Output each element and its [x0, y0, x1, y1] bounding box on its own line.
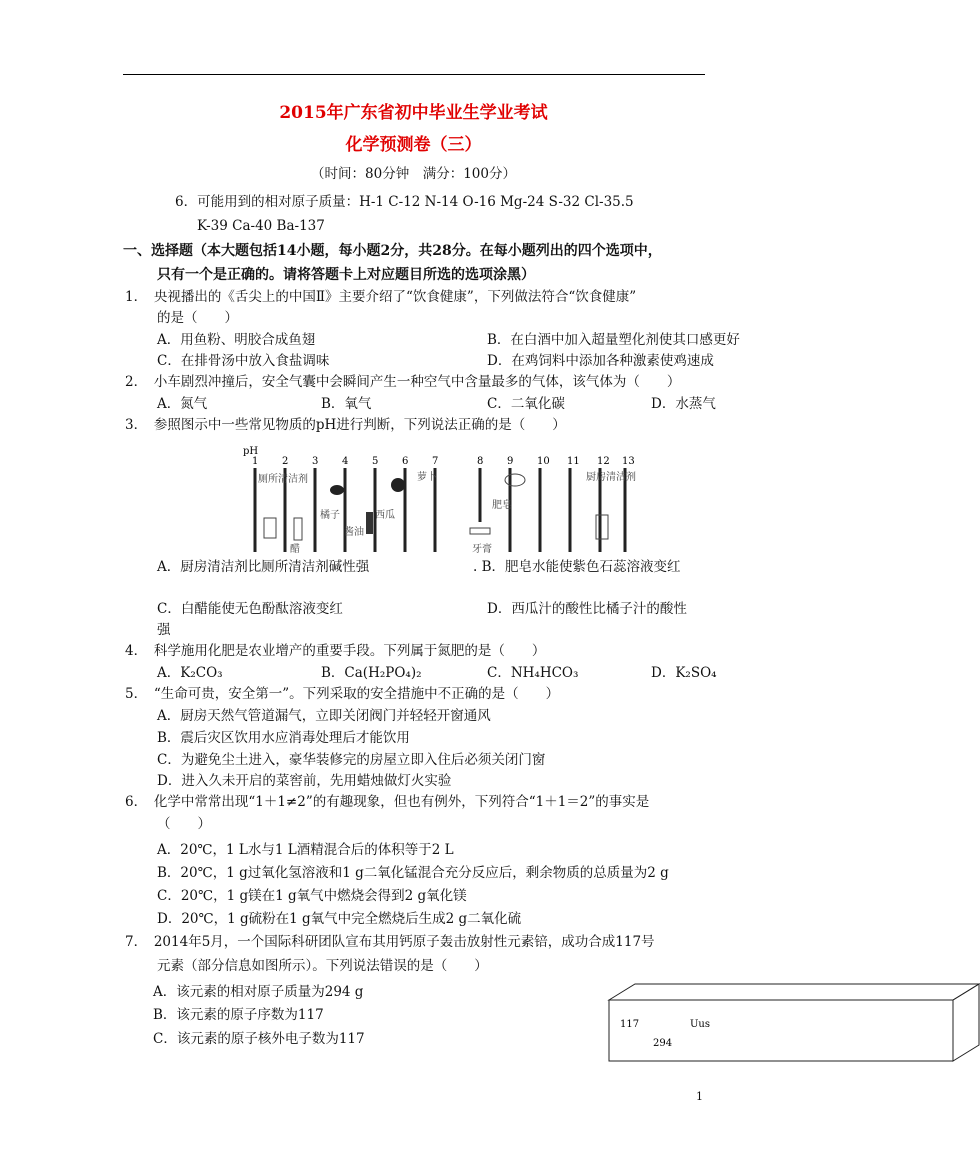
ph-tick-label: 1: [252, 456, 259, 467]
q5-option-a: A．厨房天然气管道漏气，立即关闭阀门并轻轻开窗通风: [157, 708, 491, 724]
section-heading: 一、选择题（本大题包括14小题，每小题2分，共28分。在每小题列出的四个选项中，: [123, 243, 662, 259]
q1-option-b: B．在白酒中加入超量塑化剂使其口感更好: [487, 332, 740, 348]
q6-option-d: D．20℃，1 g硫粉在1 g氧气中完全燃烧后生成2 g二氧化硫: [157, 911, 522, 927]
q7-stem-cont: 元素（部分信息如图所示）。下列说法错误的是（ ）: [157, 958, 488, 974]
toothpaste-icon: [470, 528, 490, 534]
ph-tick-label: 10: [537, 456, 550, 467]
q5-stem: 5． “生命可贵，安全第一”。下列采取的安全措施中不正确的是（ ）: [125, 686, 560, 702]
ph-tick-label: 6: [402, 456, 409, 467]
q7-option-b: B．该元素的原子序数为117: [153, 1007, 324, 1023]
q3-stem: 3． 参照图示中一些常见物质的pH进行判断，下列说法正确的是（ ）: [125, 417, 566, 433]
ph-tick-label: 7: [432, 456, 439, 467]
ph-tick-label: 13: [622, 456, 635, 467]
element-number: 117: [620, 1019, 640, 1030]
ph-tick-label: 9: [507, 456, 514, 467]
q3-option-c: C．白醋能使无色酚酞溶液变红: [157, 601, 343, 617]
soap-icon: [505, 474, 525, 486]
label-soy-sauce: 酱油: [344, 527, 364, 538]
exam-subtitle: 化学预测卷（三）: [345, 135, 482, 155]
vinegar-bottle-icon: [294, 518, 302, 540]
q6-stem: 6． 化学中常常出现“1＋1≠2”的有趣现象，但也有例外，下列符合“1＋1＝2”的事实是: [125, 794, 650, 810]
q1-option-c: C．在排骨汤中放入食盐调味: [157, 353, 330, 369]
bottle-icon: [264, 518, 276, 538]
q5-option-c: C．为避免尘土进入，豪华装修完的房屋立即入住后必须关闭门窗: [157, 752, 546, 768]
q4-option-c: C．NH₄HCO₃: [487, 665, 579, 681]
q2-stem: 2． 小车剧烈冲撞后，安全气囊中会瞬间产生一种空气中含量最多的气体，该气体为（ ）: [125, 374, 681, 390]
label-vinegar: 醋: [290, 544, 300, 555]
q5-option-b: B．震后灾区饮用水应消毒处理后才能饮用: [157, 730, 410, 746]
q2-option-b: B．氧气: [321, 396, 372, 412]
ph-tick-label: 3: [312, 456, 319, 467]
q2-option-c: C．二氧化碳: [487, 396, 565, 412]
q3-option-b: . B．肥皂水能使紫色石蕊溶液变红: [473, 559, 681, 575]
header-rule: [123, 74, 705, 75]
exam-time: （时间：80分钟 满分：100分）: [311, 166, 516, 182]
q3-option-a: A．厨房清洁剂比厕所清洁剂碱性强: [157, 559, 370, 575]
soy-sauce-bottle-icon: [366, 512, 373, 534]
q3-option-d: D．西瓜汁的酸性比橘子汁的酸性: [487, 601, 687, 617]
label-kitchen-cleaner: 厨房清洁剂: [586, 472, 636, 483]
q2-option-d: D．水蒸气: [651, 396, 716, 412]
q3-option-d-cont: 强: [157, 622, 171, 638]
page-number: 1: [696, 1090, 703, 1103]
q4-stem: 4． 科学施用化肥是农业增产的重要手段。下列属于氮肥的是（ ）: [125, 643, 546, 659]
q5-option-d: D．进入久未开启的菜窖前，先用蜡烛做灯火实验: [157, 773, 452, 789]
label-orange: 橘子: [320, 510, 340, 521]
section-heading-cont: 只有一个是正确的。请将答题卡上对应题目所选的选项涂黑）: [157, 267, 535, 283]
q6-option-a: A．20℃，1 L水与1 L酒精混合后的体积等于2 L: [157, 842, 454, 858]
q7-stem: 7． 2014年5月，一个国际科研团队宣布其用钙原子轰击放射性元素锫，成功合成117号: [125, 934, 655, 950]
ph-tick-label: 4: [342, 456, 349, 467]
q6-option-b: B．20℃，1 g过氧化氢溶液和1 g二氧化锰混合充分反应后，剩余物质的总质量为2 g: [157, 865, 669, 881]
element-symbol: Uus: [690, 1019, 710, 1030]
label-toothpaste: 牙膏: [472, 544, 492, 555]
element-box: [608, 983, 980, 1063]
q1-stem-cont: 的是（ ）: [157, 310, 238, 326]
element-mass: 294: [653, 1038, 673, 1049]
q7-option-a: A．该元素的相对原子质量为294 g: [153, 984, 364, 1000]
q2-option-a: A．氮气: [157, 396, 208, 412]
ph-tick-label: 8: [477, 456, 484, 467]
ph-tick-label: 2: [282, 456, 289, 467]
label-radish: 萝卜: [417, 472, 437, 483]
ph-axis-label: pH: [243, 446, 259, 457]
q7-option-c: C．该元素的原子核外电子数为117: [153, 1031, 365, 1047]
q6-stem-cont: （ ）: [157, 816, 211, 832]
ph-tick-label: 5: [372, 456, 379, 467]
label-toilet-cleaner: 厕所清洁剂: [258, 474, 308, 485]
ph-tick-label: 11: [567, 456, 580, 467]
q1-stem: 1． 央视播出的《舌尖上的中国Ⅱ》主要介绍了“饮食健康”，下列做法符合“饮食健康”: [125, 289, 637, 305]
atomic-mass-note: 6．可能用到的相对原子质量：H-1 C-12 N-14 O-16 Mg-24 S-32 Cl-35.5: [175, 194, 634, 210]
label-watermelon: 西瓜: [375, 510, 395, 521]
q1-option-d: D．在鸡饲料中添加各种激素使鸡速成: [487, 353, 714, 369]
q4-option-a: A．K₂CO₃: [157, 665, 223, 681]
q1-option-a: A．用鱼粉、明胶合成鱼翅: [157, 332, 316, 348]
q4-option-b: B．Ca(H₂PO₄)₂: [321, 665, 422, 681]
exam-title: 2015年广东省初中毕业生学业考试: [279, 103, 548, 123]
watermelon-icon: [391, 478, 405, 492]
label-soap: 肥皂: [492, 500, 512, 511]
ph-figure: [240, 440, 636, 560]
cleaner-bottle-icon: [596, 515, 608, 539]
orange-icon: [330, 485, 344, 495]
ph-tick-label: 12: [597, 456, 610, 467]
q6-option-c: C．20℃，1 g镁在1 g氧气中燃烧会得到2 g氧化镁: [157, 888, 467, 904]
atomic-mass-note-cont: K-39 Ca-40 Ba-137: [197, 218, 325, 234]
q4-option-d: D．K₂SO₄: [651, 665, 717, 681]
